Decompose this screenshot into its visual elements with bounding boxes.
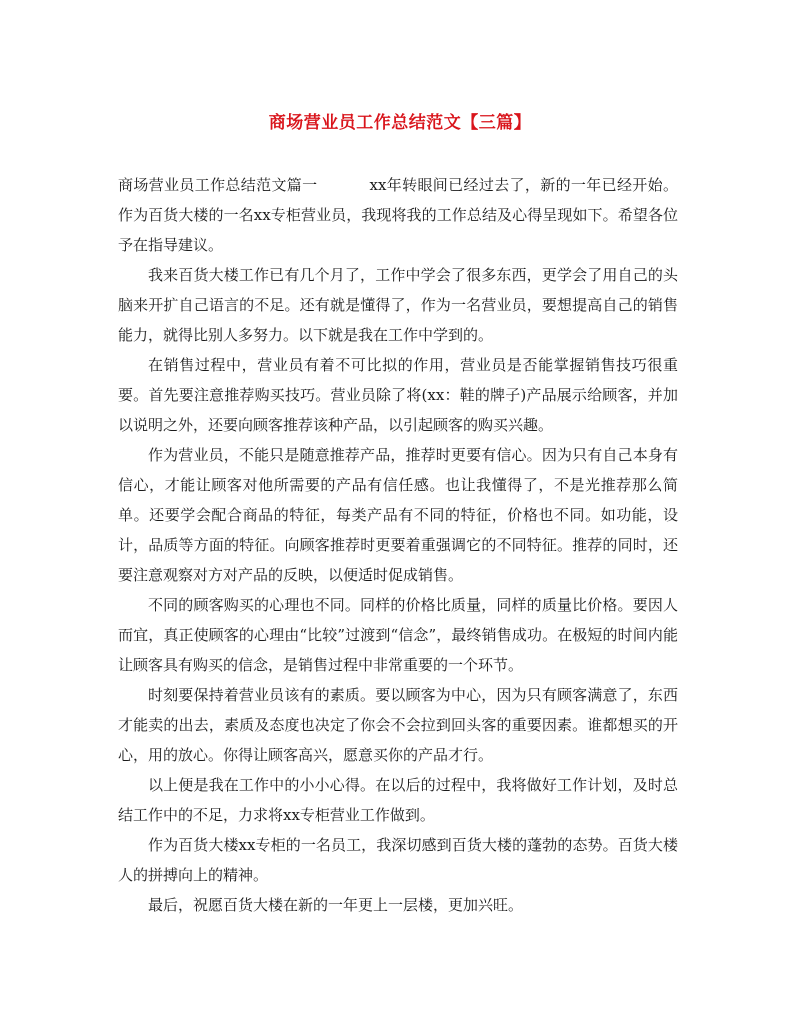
paragraph-7: 以上便是我在工作中的小小心得。在以后的过程中，我将做好工作计划，及时总结工作中的不足，力求将xx专柜营业工作做到。	[118, 776, 678, 824]
paragraph-4: 作为营业员，不能只是随意推荐产品，推荐时更要有信心。因为只有自己本身有信心，才能让顾客对他所需要的产品有信任感。也让我懂得了，不是光推荐那么简单。还要学会配合商品的特征，每类产品有不同的特征，价格也不同。如功能，设计，品质等方面的特征。向顾客推荐时更要着重强调它的不同特征。推荐的同时，还要注意观察对方对产品的反映，以便适时促成销售。	[118, 446, 678, 584]
paragraph-9: 最后，祝愿百货大楼在新的一年更上一层楼，更加兴旺。	[148, 896, 524, 914]
paragraph-1-text: xx年转眼间已经过去了，新的一年已经开始。作为百货大楼的一名xx专柜营业员，我现将我的工作总结及心得呈现如下。希望各位予在指导建议。	[118, 176, 678, 254]
section-heading: 商场营业员工作总结范文篇一	[118, 176, 318, 194]
document-body	[118, 170, 678, 920]
paragraph-6: 时刻要保持着营业员该有的素质。要以顾客为中心，因为只有顾客满意了，东西才能卖的出去，素质及态度也决定了你会不会拉到回头客的重要因素。谁都想买的开心，用的放心。你得让顾客高兴，愿意买你的产品才行。	[118, 686, 678, 764]
paragraph-1	[118, 170, 678, 260]
paragraph-8: 作为百货大楼xx专柜的一名员工，我深切感到百货大楼的蓬勃的态势。百货大楼人的拼搏向上的精神。	[118, 836, 678, 884]
paragraph-3: 在销售过程中，营业员有着不可比拟的作用，营业员是否能掌握销售技巧很重要。首先要注意推荐购买技巧。营业员除了将(xx：鞋的牌子)产品展示给顾客，并加以说明之外，还要向顾客推荐该种产品，以引起顾客的购买兴趣。	[118, 356, 678, 434]
paragraph-5: 不同的顾客购买的心理也不同。同样的价格比质量，同样的质量比价格。要因人而宜，真正使顾客的心理由“比较”过渡到“信念”，最终销售成功。在极短的时间内能让顾客具有购买的信念，是销售过程中非常重要的一个环节。	[118, 596, 678, 674]
document-title: 商场营业员工作总结范文【三篇】	[268, 113, 532, 133]
paragraph-2: 我来百货大楼工作已有几个月了，工作中学会了很多东西，更学会了用自己的头脑来开扩自己语言的不足。还有就是懂得了，作为一名营业员，要想提高自己的销售能力，就得比别人多努力。以下就是我在工作中学到的。	[118, 266, 678, 344]
